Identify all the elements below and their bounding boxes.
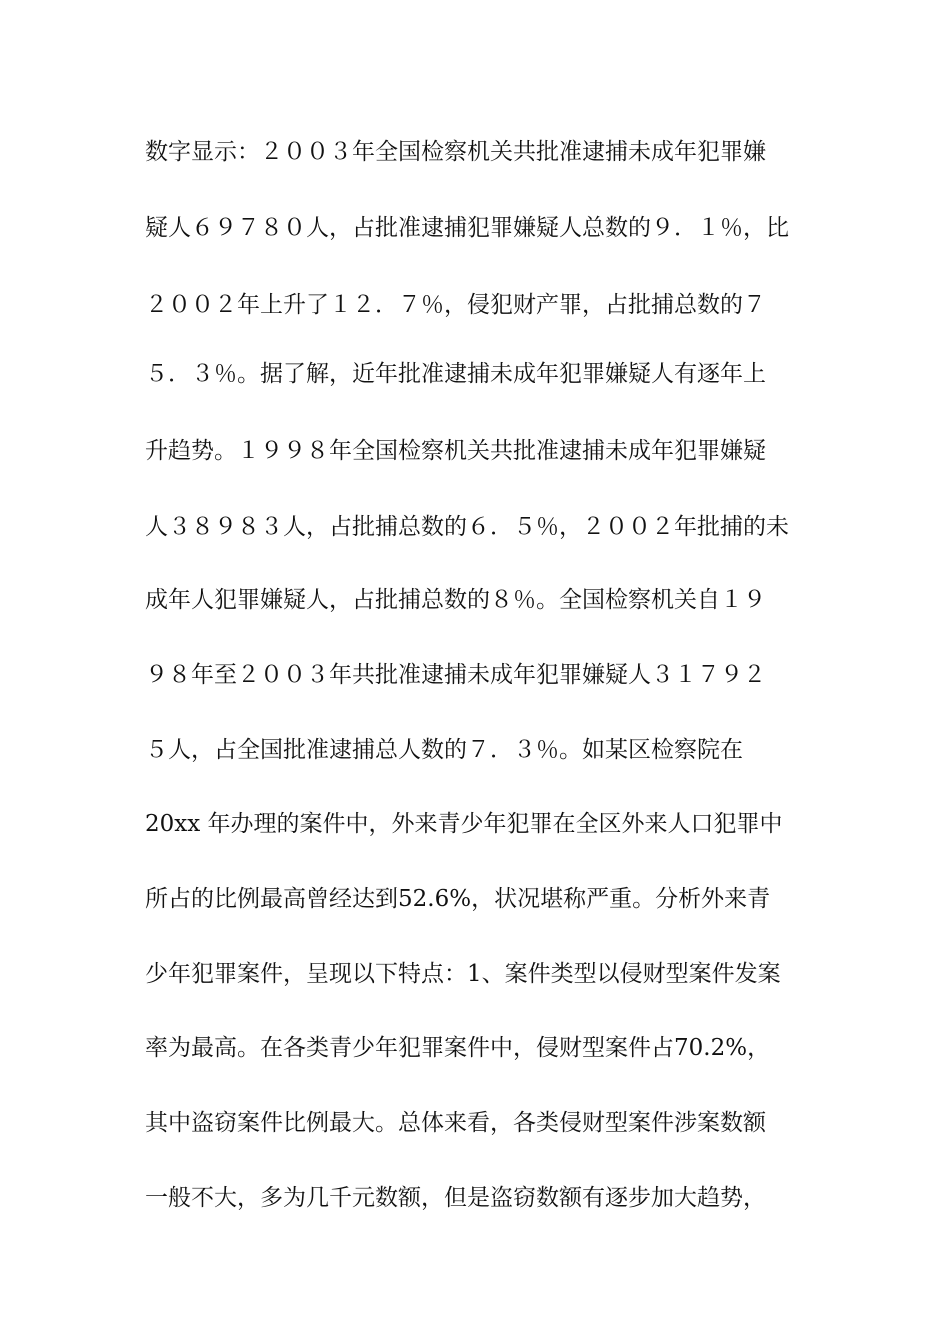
text-line-14: 其中盗窃案件比例最大。总体来看，各类侵财型案件涉案数额 [145,1110,766,1136]
text-line-5: 升趋势。１９９８年全国检察机关共批准逮捕未成年犯罪嫌疑 [145,438,766,464]
text-line-11: 所占的比例最高曾经达到52.6%，状况堪称严重。分析外来青 [145,886,771,912]
text-line-1: 数字显示：２００３年全国检察机关共批准逮捕未成年犯罪嫌 [145,139,766,165]
text-line-12: 少年犯罪案件，呈现以下特点：1、案件类型以侵财型案件发案 [145,961,781,987]
text-line-15: 一般不大，多为几千元数额，但是盗窃数额有逐步加大趋势， [145,1185,766,1211]
text-line-4: ５．３％。据了解，近年批准逮捕未成年犯罪嫌疑人有逐年上 [145,361,766,387]
text-line-9: ５人，占全国批准逮捕总人数的７．３％。如某区检察院在 [145,737,743,763]
text-line-13: 率为最高。在各类青少年犯罪案件中，侵财型案件占70.2%， [145,1035,771,1061]
text-line-6: 人３８９８３人，占批捕总数的６．５％，２００２年批捕的未 [145,514,789,540]
text-line-2: 疑人６９７８０人，占批准逮捕犯罪嫌疑人总数的９．１％，比 [145,215,789,241]
text-line-3: ２００２年上升了１２．７％，侵犯财产罪，占批捕总数的７ [145,292,766,318]
text-line-10: 20xx 年办理的案件中，外来青少年犯罪在全区外来人口犯罪中 [145,811,783,837]
text-line-8: ９８年至２００３年共批准逮捕未成年犯罪嫌疑人３１７９２ [145,662,766,688]
text-line-7: 成年人犯罪嫌疑人，占批捕总数的８％。全国检察机关自１９ [145,587,766,613]
